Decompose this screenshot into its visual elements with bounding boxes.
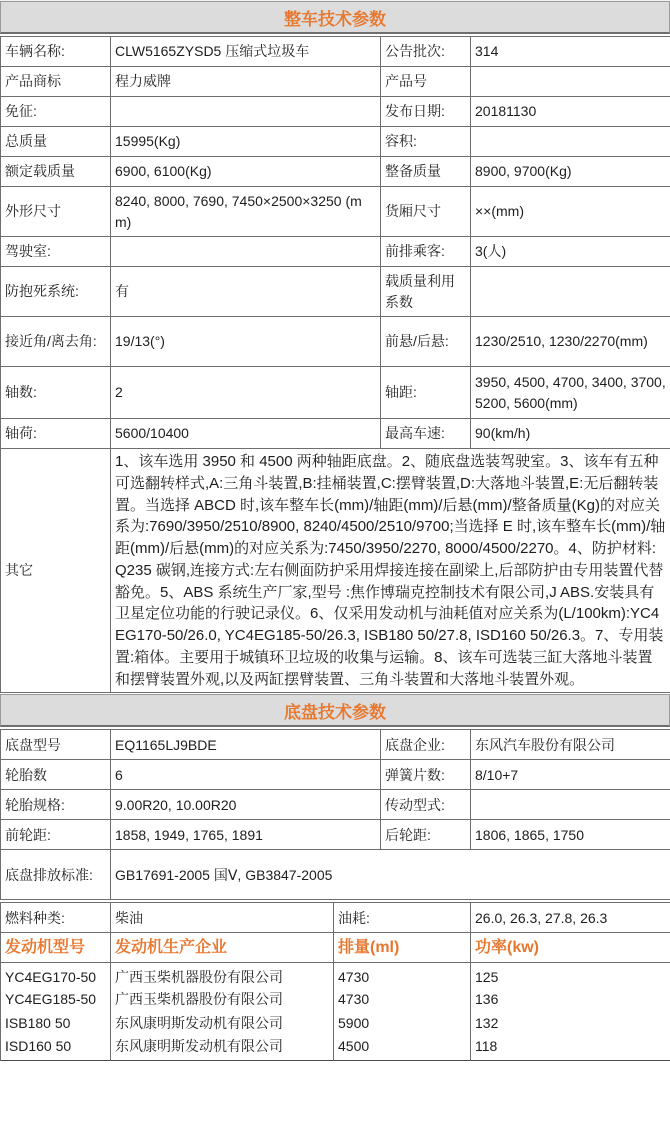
engine-row <box>1 963 670 988</box>
engine-displacement: 4500 <box>334 1036 471 1061</box>
engine-row <box>1 988 670 1012</box>
row-label: 轴数: <box>1 367 111 419</box>
engine-power-header: 功率(kw) <box>471 933 670 963</box>
row-label: 底盘企业: <box>381 730 471 760</box>
engine-model: YC4EG185-50 <box>1 988 111 1012</box>
row-label: 总质量 <box>1 127 111 157</box>
engine-power: 118 <box>471 1036 670 1061</box>
row-value <box>111 97 381 127</box>
row-value: 8240, 8000, 7690, 7450×2500×3250 (mm) <box>111 187 381 237</box>
other-label: 其它 <box>1 449 111 693</box>
row-value: 90(km/h) <box>471 419 670 449</box>
chassis-spec-table <box>0 729 670 900</box>
row-value: 1230/2510, 1230/2270(mm) <box>471 317 670 367</box>
row-value: 6 <box>111 760 381 790</box>
row-label: 传动型式: <box>381 790 471 820</box>
row-label: 免征: <box>1 97 111 127</box>
row-value: 程力威牌 <box>111 67 381 97</box>
fuel-type-value: 柴油 <box>111 903 334 933</box>
row-label: 容积: <box>381 127 471 157</box>
table-row <box>1 127 670 157</box>
table-row <box>1 760 670 790</box>
engine-maker: 广西玉柴机器股份有限公司 <box>111 963 334 988</box>
row-label: 接近角/离去角: <box>1 317 111 367</box>
table-row <box>1 419 670 449</box>
engine-power: 136 <box>471 988 670 1012</box>
table-row-fuel <box>1 903 670 933</box>
row-value: 1858, 1949, 1765, 1891 <box>111 820 381 850</box>
row-value: 5600/10400 <box>111 419 381 449</box>
table-row <box>1 820 670 850</box>
row-label: 防抱死系统: <box>1 267 111 317</box>
row-value <box>111 237 381 267</box>
row-label: 产品号 <box>381 67 471 97</box>
engine-spec-table <box>0 902 670 1061</box>
engine-model: ISB180 50 <box>1 1012 111 1036</box>
row-label: 外形尺寸 <box>1 187 111 237</box>
row-value: 1806, 1865, 1750 <box>471 820 670 850</box>
row-value: 8900, 9700(Kg) <box>471 157 670 187</box>
table-row-emission <box>1 850 670 900</box>
row-label: 发布日期: <box>381 97 471 127</box>
row-label: 轴距: <box>381 367 471 419</box>
row-label: 前轮距: <box>1 820 111 850</box>
row-label: 公告批次: <box>381 37 471 67</box>
fuel-consumption-value: 26.0, 26.3, 27.8, 26.3 <box>471 903 670 933</box>
row-label: 前悬/后悬: <box>381 317 471 367</box>
row-label: 载质量利用系数 <box>381 267 471 317</box>
row-value: 东风汽车股份有限公司 <box>471 730 670 760</box>
table-row <box>1 187 670 237</box>
engine-displacement-header: 排量(ml) <box>334 933 471 963</box>
table-row <box>1 157 670 187</box>
row-value: EQ1165LJ9BDE <box>111 730 381 760</box>
engine-power: 125 <box>471 963 670 988</box>
emission-standard-value: GB17691-2005 国Ⅴ, GB3847-2005 <box>111 850 670 900</box>
table-row <box>1 367 670 419</box>
engine-displacement: 4730 <box>334 963 471 988</box>
fuel-consumption-label: 油耗: <box>334 903 471 933</box>
row-label: 弹簧片数: <box>381 760 471 790</box>
table-row <box>1 730 670 760</box>
row-value: 15995(Kg) <box>111 127 381 157</box>
row-label: 额定载质量 <box>1 157 111 187</box>
row-value: 20181130 <box>471 97 670 127</box>
table-row <box>1 37 670 67</box>
row-value: 9.00R20, 10.00R20 <box>111 790 381 820</box>
row-value: 有 <box>111 267 381 317</box>
row-label: 货厢尺寸 <box>381 187 471 237</box>
row-value: 3(人) <box>471 237 670 267</box>
table-row <box>1 97 670 127</box>
row-label: 前排乘客: <box>381 237 471 267</box>
vehicle-section-title: 整车技术参数 <box>0 1 670 34</box>
other-notes-text: 1、该车选用 3950 和 4500 两种轴距底盘。2、随底盘选装驾驶室。3、该车有五种可选翻转样式,A:三角斗装置,B:挂桶装置,C:摆臂装置,D:大落地斗装置,E:无后翻转装置。当选择 ABCD 时,该车整车长(mm)/轴距(mm)/后悬(mm)/整备质量(Kg)的对应关系为:7690/3950/2510/8900, 8240/4500/2510/9700;当选择 E 时,该车整车长(mm)/轴距(mm)/后悬(mm)的对应关系为:7450/3950/2270, 8000/4500/2270。4、防护材料:Q235 碳钢,连接方式:左右侧面防护采用焊接连接在副梁上,后部防护由专用装置代替豁免。5、ABS 系统生产厂家,型号 :焦作博瑞克控制技术有限公司,J ABS.安装具有卫星定位功能的行驶记录仪。6、仅采用发动机与油耗值对应关系为(L/100km):YC4EG170-50/26.0, YC4EG185-50/26.3, ISB180 50/27.8, ISD160 50/26.3。7、专用装置:箱体。主要用于城镇环卫垃圾的收集与运输。8、该车可选装三缸大落地斗装置和摆臂装置外观,以及两缸摆臂装置、三角斗装置和大落地斗装置外观。 <box>111 449 670 693</box>
row-label: 驾驶室: <box>1 237 111 267</box>
table-row <box>1 237 670 267</box>
engine-model: ISD160 50 <box>1 1036 111 1061</box>
engine-model-header: 发动机型号 <box>1 933 111 963</box>
row-label: 车辆名称: <box>1 37 111 67</box>
vehicle-spec-table <box>0 36 670 693</box>
row-value: 6900, 6100(Kg) <box>111 157 381 187</box>
table-row <box>1 267 670 317</box>
row-label: 最高车速: <box>381 419 471 449</box>
row-label: 轴荷: <box>1 419 111 449</box>
chassis-section-title: 底盘技术参数 <box>0 694 670 727</box>
engine-displacement: 4730 <box>334 988 471 1012</box>
row-value: 8/10+7 <box>471 760 670 790</box>
engine-maker: 东风康明斯发动机有限公司 <box>111 1036 334 1061</box>
row-label: 轮胎规格: <box>1 790 111 820</box>
row-value <box>471 790 670 820</box>
row-label: 后轮距: <box>381 820 471 850</box>
fuel-type-label: 燃料种类: <box>1 903 111 933</box>
row-value: 2 <box>111 367 381 419</box>
engine-displacement: 5900 <box>334 1012 471 1036</box>
vehicle-spec-sheet <box>0 1 670 1126</box>
engine-row <box>1 1036 670 1061</box>
engine-power: 132 <box>471 1012 670 1036</box>
row-value: ××(mm) <box>471 187 670 237</box>
engine-maker-header: 发动机生产企业 <box>111 933 334 963</box>
table-row <box>1 317 670 367</box>
engine-model: YC4EG170-50 <box>1 963 111 988</box>
row-value <box>471 127 670 157</box>
engine-row <box>1 1012 670 1036</box>
row-value: CLW5165ZYSD5 压缩式垃圾车 <box>111 37 381 67</box>
row-value: 314 <box>471 37 670 67</box>
row-value <box>471 267 670 317</box>
row-label: 轮胎数 <box>1 760 111 790</box>
engine-maker: 东风康明斯发动机有限公司 <box>111 1012 334 1036</box>
table-row <box>1 790 670 820</box>
table-row <box>1 67 670 97</box>
row-value: 19/13(°) <box>111 317 381 367</box>
engine-table-header-row <box>1 933 670 963</box>
table-row-other <box>1 449 670 693</box>
row-value <box>471 67 670 97</box>
row-label: 整备质量 <box>381 157 471 187</box>
emission-standard-label: 底盘排放标准: <box>1 850 111 900</box>
row-label: 产品商标 <box>1 67 111 97</box>
row-label: 底盘型号 <box>1 730 111 760</box>
engine-maker: 广西玉柴机器股份有限公司 <box>111 988 334 1012</box>
row-value: 3950, 4500, 4700, 3400, 3700, 5200, 5600(mm) <box>471 367 670 419</box>
